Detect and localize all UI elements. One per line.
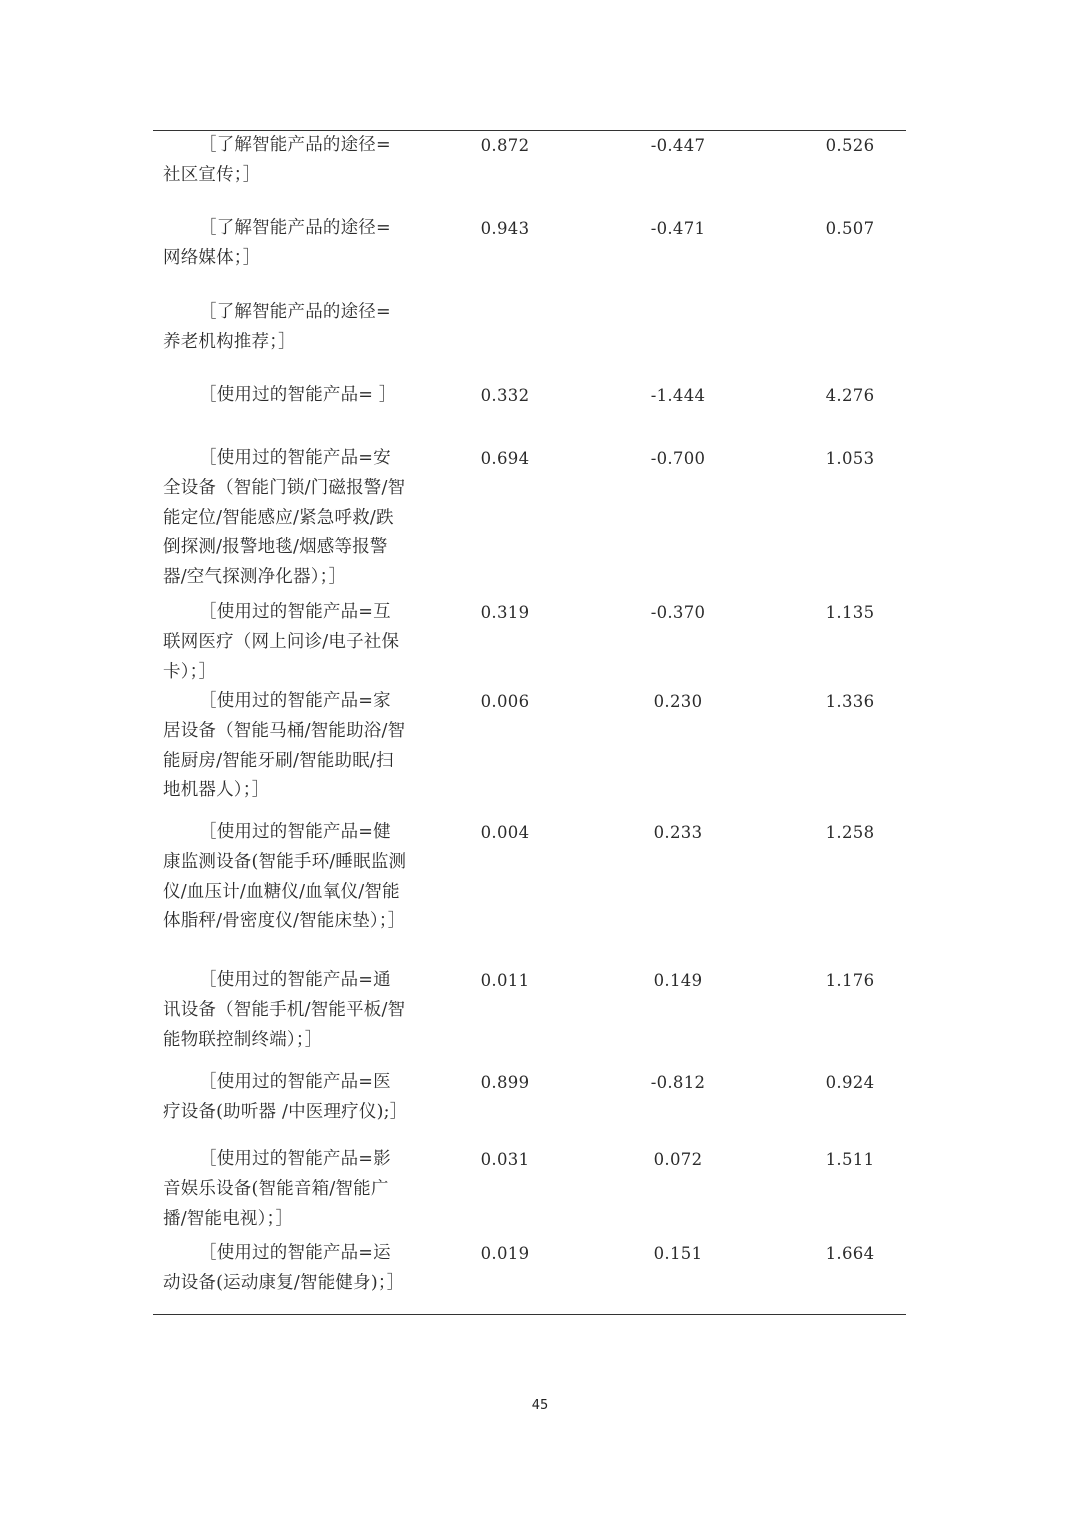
- value-col-1: 0.899: [480, 1073, 530, 1092]
- page-number: 45: [531, 1398, 549, 1413]
- row-label: ［使用过的智能产品=家居设备（智能马桶/智能助浴/智能厨房/智能牙刷/智能助眠/扫地机器人）；］: [163, 691, 406, 801]
- row-label: ［使用过的智能产品=通讯设备（智能手机/智能平板/智能物联控制终端）；］: [163, 970, 406, 1050]
- value-col-3: 1.664: [825, 1244, 875, 1263]
- value-col-3: 4.276: [825, 386, 875, 405]
- value-col-3: 1.176: [825, 971, 875, 990]
- value-col-2: -0.471: [650, 219, 706, 238]
- value-col-3: 1.511: [825, 1150, 875, 1169]
- value-col-2: 0.149: [653, 971, 703, 990]
- row-label: ［使用过的智能产品=互联网医疗（网上问诊/电子社保卡）；］: [163, 602, 400, 682]
- value-col-3: 1.336: [825, 692, 875, 711]
- value-col-2: -1.444: [650, 386, 706, 405]
- value-col-1: 0.019: [480, 1244, 530, 1263]
- value-col-2: 0.233: [653, 823, 703, 842]
- row-label: ［使用过的智能产品=医疗设备(助听器 /中医理疗仪);］: [163, 1072, 408, 1122]
- value-col-1: 0.332: [480, 386, 530, 405]
- row-label: ［使用过的智能产品=运动设备(运动康复/智能健身)；］: [163, 1243, 405, 1293]
- table-bottom-rule: [153, 1314, 906, 1315]
- value-col-3: 0.526: [825, 136, 875, 155]
- value-col-3: 1.258: [825, 823, 875, 842]
- row-label: ［使用过的智能产品=安全设备（智能门锁/门磁报警/智能定位/智能感应/紧急呼救/跌倒探测/报警地毯/烟感等报警器/空气探测净化器）；］: [163, 448, 406, 588]
- row-label: ［了解智能产品的途径=网络媒体；］: [163, 218, 391, 268]
- value-col-2: -0.370: [650, 603, 706, 622]
- value-col-2: 0.072: [653, 1150, 703, 1169]
- value-col-1: 0.031: [480, 1150, 530, 1169]
- value-col-2: -0.447: [650, 136, 706, 155]
- value-col-3: 0.507: [825, 219, 875, 238]
- value-col-2: 0.151: [653, 1244, 703, 1263]
- row-label: ［使用过的智能产品= ］: [199, 385, 397, 405]
- row-label: ［使用过的智能产品=健康监测设备(智能手环/睡眠监测仪/血压计/血糖仪/血氧仪/智能体脂秤/骨密度仪/智能床垫）；］: [163, 822, 407, 932]
- value-col-2: -0.812: [650, 1073, 706, 1092]
- value-col-1: 0.943: [480, 219, 530, 238]
- value-col-2: -0.700: [650, 449, 706, 468]
- value-col-1: 0.006: [480, 692, 530, 711]
- value-col-1: 0.011: [480, 971, 530, 990]
- row-label: ［了解智能产品的途径=社区宣传；］: [163, 135, 391, 185]
- value-col-1: 0.319: [480, 603, 530, 622]
- value-col-3: 0.924: [825, 1073, 875, 1092]
- row-label: ［使用过的智能产品=影音娱乐设备(智能音箱/智能广播/智能电视）；］: [163, 1149, 391, 1229]
- value-col-2: 0.230: [653, 692, 703, 711]
- row-label: ［了解智能产品的途径=养老机构推荐；］: [163, 302, 391, 352]
- value-col-1: 0.694: [480, 449, 530, 468]
- value-col-3: 1.135: [825, 603, 875, 622]
- value-col-1: 0.872: [480, 136, 530, 155]
- value-col-1: 0.004: [480, 823, 530, 842]
- value-col-3: 1.053: [825, 449, 875, 468]
